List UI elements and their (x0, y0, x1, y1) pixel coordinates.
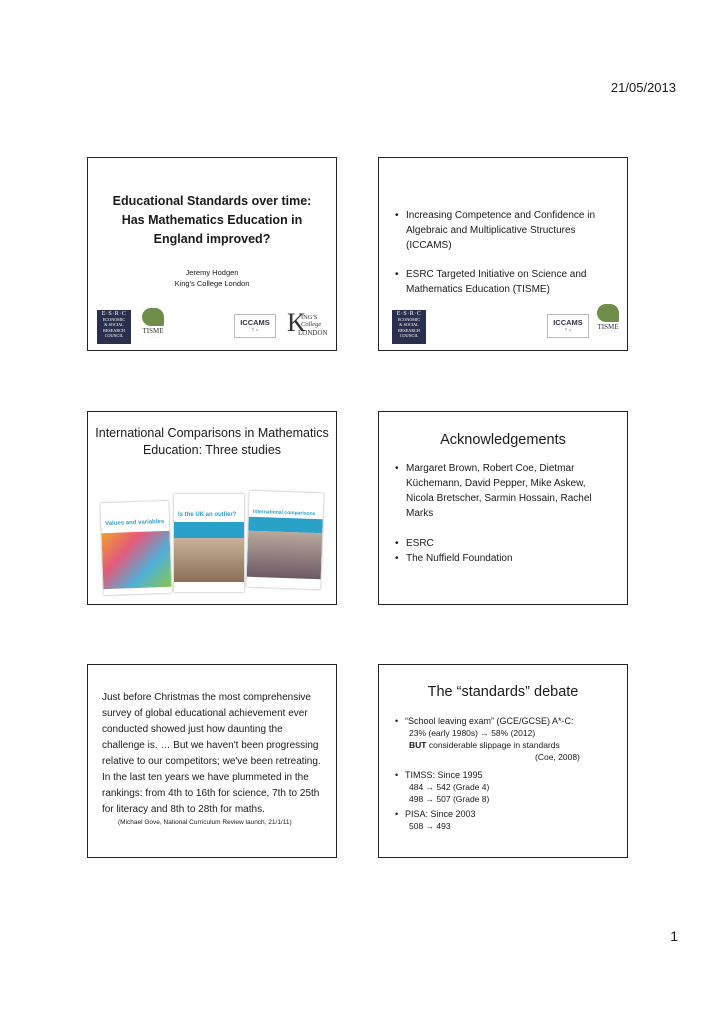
page-number: 1 (670, 928, 678, 944)
tisme-logo: TISME ········· (138, 308, 168, 342)
comparisons-slide (87, 411, 337, 605)
slide-title: The “standards” debate (427, 684, 579, 700)
quote-slide (87, 664, 337, 858)
bullet-item: • ESRC (395, 538, 434, 549)
esrc-logo: E·S·R·C ECONOMIC & SOCIAL RESEARCH COUNCIL (97, 310, 131, 344)
slide-title: International Comparisons in Mathematics Education: Three studies (95, 426, 329, 457)
handout-date: 21/05/2013 (610, 80, 676, 95)
iccams-logo: ICCAMS ? × (234, 314, 276, 338)
title-slide (87, 157, 337, 351)
slide-title: Acknowledgements (440, 432, 566, 448)
standards-debate-slide (378, 664, 628, 858)
projects-slide (378, 157, 628, 351)
pisa-bullet: • PISA: Since 2003 508 → 493 (395, 808, 619, 832)
kings-college-logo: K ING'S College LONDON (287, 308, 328, 337)
gove-quote: Just before Christmas the most comprehensive survey of global educational achievement ever conducted showed just how daunting the challenge is. … But we haven't been progressing relative to our competitors; we've been retreating. In the last ten years we have plummeted in the rankings: from 4th to 16th for science, 7th to 25th for literacy and 8th to 28th for maths. (102, 692, 321, 815)
bullet-item: • Margaret Brown, Robert Coe, Dietmar Küchemann, David Pepper, Mike Askew, Nicola Bretscher, Sarmin Hossain, Rachel Marks (395, 463, 592, 519)
bullet-item: • The Nuffield Foundation (395, 553, 513, 564)
bullet-item: • Increasing Competence and Confidence in Algebraic and Multiplicative Structures (ICCAMS) (395, 210, 596, 251)
author-name: Jeremy Hodgen (185, 268, 239, 277)
report-cover-international: International comparisons (246, 491, 323, 590)
iccams-logo: ICCAMS ? × (547, 314, 589, 338)
esrc-logo: E·S·R·C ECONOMIC & SOCIAL RESEARCH COUNCIL (392, 310, 426, 344)
tisme-logo: TISME ········· (593, 304, 623, 338)
author-affiliation: King's College London (174, 279, 250, 288)
quote-citation: (Michael Gove, National Curriculum Review launch, 21/1/11) (118, 819, 292, 826)
timss-grade4: 484 → 542 (Grade 4) (409, 782, 490, 792)
exam-bullet: • “School leaving exam” (GCE/GCSE) A*-C: 23% (early 1980s) → 58% (2012) BUT considerable slippage in standards (Coe, 2008) (395, 715, 619, 763)
presentation-title: Educational Standards over time: Has Mathematics Education in England improved? (112, 194, 312, 246)
report-cover-outlier: Is the UK an outlier? (174, 494, 244, 592)
slippage-note: BUT considerable slippage in standards (409, 740, 560, 750)
exam-change: 23% (early 1980s) → 58% (2012) (409, 728, 536, 738)
slippage-citation: (Coe, 2008) (535, 752, 580, 762)
acknowledgements-slide (378, 411, 628, 605)
report-cover-values: Values and variables (100, 501, 171, 595)
bullet-item: • ESRC Targeted Initiative on Science and Mathematics Education (TISME) (395, 269, 587, 295)
timss-bullet: • TIMSS: Since 1995 484 → 542 (Grade 4) 498 → 507 (Grade 8) (395, 769, 619, 805)
pisa-change: 508 → 493 (409, 821, 451, 831)
timss-grade8: 498 → 507 (Grade 8) (409, 794, 490, 804)
